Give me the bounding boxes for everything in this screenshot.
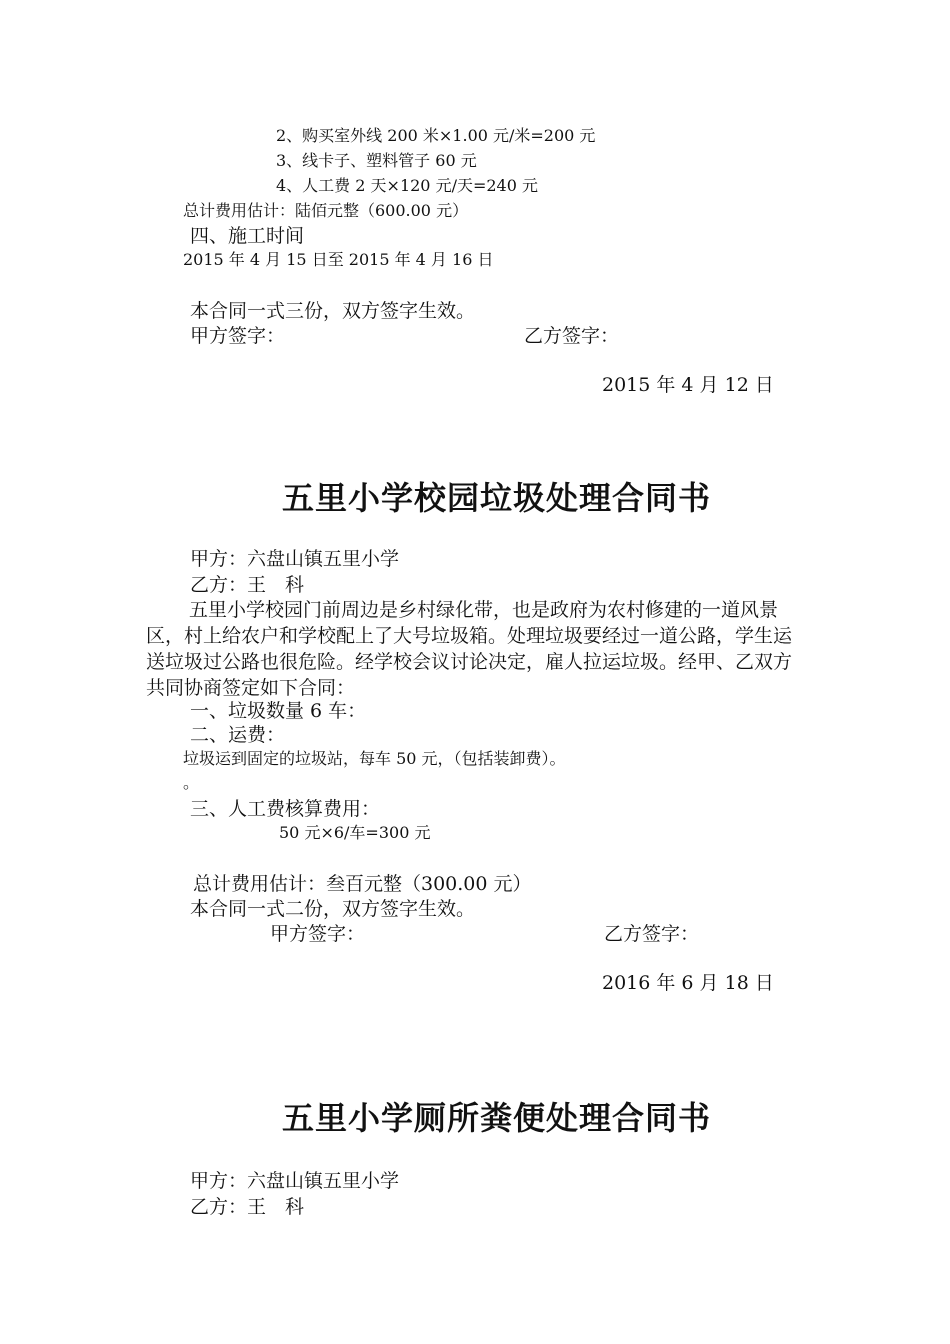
contract-date-1: 2015 年 4 月 12 日 xyxy=(602,374,774,396)
party-a-signature-label-2: 甲方签字： xyxy=(270,923,366,945)
cost-item-4: 4、人工费 2 天×120 元/天=240 元 xyxy=(276,176,538,195)
labor-cost-calculation: 50 元×6/车=300 元 xyxy=(279,823,431,842)
party-b-2: 乙方：王 科 xyxy=(190,574,305,596)
item-labor-cost: 三、人工费核算费用： xyxy=(190,798,381,820)
total-estimate-2: 总计费用估计：叁百元整（300.00 元） xyxy=(193,873,532,895)
contract-intro-paragraph: 五里小学校园门前周边是乡村绿化带，也是政府为农村修建的一道风景区，村上给农户和学校配上了大号垃圾箱。处理垃圾要经过一道公路，学生运送垃圾过公路也很危险。经学校会议讨论决定，雇人拉运垃圾。经甲、乙双方共同协商签定如下合同： xyxy=(146,599,793,699)
item-garbage-quantity: 一、垃圾数量 6 车： xyxy=(190,700,367,722)
stray-period-mark: 。 xyxy=(183,773,200,792)
contract-date-2: 2016 年 6 月 18 日 xyxy=(602,972,774,994)
party-b-3: 乙方：王 科 xyxy=(190,1196,305,1218)
cost-item-2: 2、购买室外线 200 米×1.00 元/米=200 元 xyxy=(276,126,596,145)
party-a-2: 甲方：六盘山镇五里小学 xyxy=(190,548,400,570)
copies-note-2: 本合同一式二份，双方签字生效。 xyxy=(190,898,476,920)
party-a-signature-label-1: 甲方签字： xyxy=(190,325,286,347)
contract-title-garbage: 五里小学校园垃圾处理合同书 xyxy=(282,479,712,517)
item-freight: 二、运费： xyxy=(190,724,286,746)
construction-period: 2015 年 4 月 15 日至 2015 年 4 月 16 日 xyxy=(183,250,494,269)
freight-detail: 垃圾运到固定的垃圾站，每车 50 元，（包括装卸费）。 xyxy=(183,749,566,768)
cost-item-3: 3、线卡子、塑料管子 60 元 xyxy=(276,151,477,170)
total-estimate-1: 总计费用估计：陆佰元整（600.00 元） xyxy=(183,201,469,220)
party-b-signature-label-2: 乙方签字： xyxy=(604,923,700,945)
heading-construction-time: 四、施工时间 xyxy=(190,225,305,247)
copies-note-1: 本合同一式三份，双方签字生效。 xyxy=(190,300,476,322)
party-a-3: 甲方：六盘山镇五里小学 xyxy=(190,1170,400,1192)
party-b-signature-label-1: 乙方签字： xyxy=(524,325,620,347)
contract-title-latrine: 五里小学厕所粪便处理合同书 xyxy=(282,1099,712,1137)
